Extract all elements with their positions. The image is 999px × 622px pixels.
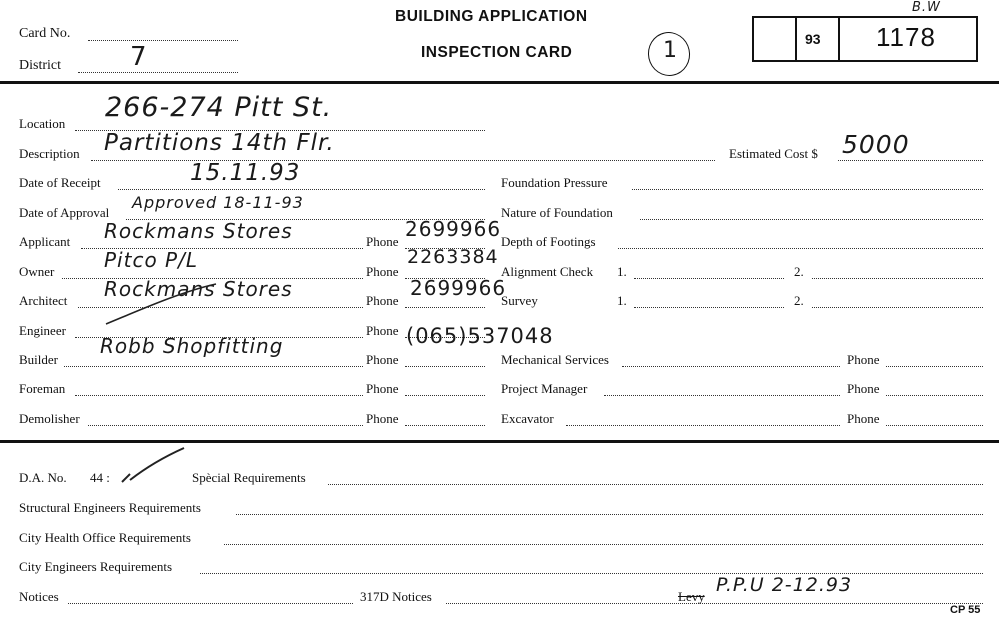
pen-stroke bbox=[100, 280, 220, 330]
engineer-label: Engineer bbox=[19, 323, 66, 338]
excavator-label: Excavator bbox=[501, 411, 554, 426]
demolisher-phone-label: Phone bbox=[366, 411, 399, 426]
city-engineers-label: City Engineers Requirements bbox=[19, 559, 173, 574]
depth-footings-label: Depth of Footings bbox=[501, 234, 596, 249]
date-receipt-value: 15.11.93 bbox=[190, 160, 301, 186]
builder-label: Builder bbox=[19, 352, 58, 367]
applicant-label: Applicant bbox=[19, 234, 71, 249]
location-value: 266-274 Pitt St. bbox=[105, 92, 333, 123]
district-line bbox=[78, 72, 238, 73]
circled-number: 1 bbox=[663, 38, 678, 63]
applicant-phone-label: Phone bbox=[366, 234, 399, 249]
initials: B.W bbox=[912, 0, 941, 15]
levy-handwritten: P.P.U 2-12.93 bbox=[716, 574, 853, 596]
alignment-check-label: Alignment Check bbox=[501, 264, 594, 279]
health-requirements-label: City Health Office Requirements bbox=[19, 530, 191, 545]
project-manager-label: Project Manager bbox=[501, 381, 588, 396]
date-receipt-label: Date of Receipt bbox=[19, 175, 101, 190]
card-number-box bbox=[752, 16, 978, 62]
da-no-label: D.A. No. bbox=[19, 470, 67, 485]
district-label: District bbox=[19, 58, 61, 73]
foreman-phone-label: Phone bbox=[366, 381, 399, 396]
notices-label: Notices bbox=[19, 589, 59, 604]
engineer-phone-label: Phone bbox=[366, 323, 399, 338]
survey-label: Survey bbox=[501, 293, 538, 308]
requirements-rule bbox=[0, 440, 999, 443]
owner-label: Owner bbox=[19, 264, 55, 279]
architect-label: Architect bbox=[19, 293, 68, 308]
notices-317d-label: 317D Notices bbox=[360, 589, 432, 604]
date-approval-value: Approved 18-11-93 bbox=[132, 193, 304, 212]
date-approval-label: Date of Approval bbox=[19, 205, 110, 220]
builder-phone: (065)537048 bbox=[406, 324, 554, 348]
foundation-pressure-label: Foundation Pressure bbox=[501, 175, 608, 190]
estimated-cost-value: 5000 bbox=[842, 130, 910, 159]
district-value: 7 bbox=[130, 42, 148, 72]
description-value: Partitions 14th Flr. bbox=[104, 130, 335, 156]
year-box: 93 bbox=[805, 31, 821, 47]
applicant-phone: 2699966 bbox=[405, 217, 502, 241]
structural-requirements-label: Structural Engineers Requirements bbox=[19, 500, 201, 515]
architect-phone-label: Phone bbox=[366, 293, 399, 308]
mechanical-services-label: Mechanical Services bbox=[501, 352, 609, 367]
architect-value: Rockmans Stores bbox=[104, 277, 293, 301]
card-no-label: Card No. bbox=[19, 26, 71, 41]
builder-phone-label: Phone bbox=[366, 352, 399, 367]
foreman-label: Foreman bbox=[19, 381, 66, 396]
location-label: Location bbox=[19, 116, 66, 131]
title-line1: BUILDING APPLICATION bbox=[395, 8, 588, 25]
estimated-cost-label: Estimated Cost $ bbox=[729, 146, 818, 161]
owner-value: Pitco P/L bbox=[104, 248, 198, 272]
form-code: CP 55 bbox=[950, 604, 981, 616]
title-line2: INSPECTION CARD bbox=[421, 44, 573, 61]
demolisher-label: Demolisher bbox=[19, 411, 80, 426]
card-no-line bbox=[88, 40, 238, 41]
header-rule bbox=[0, 81, 999, 84]
description-label: Description bbox=[19, 146, 80, 161]
owner-phone-label: Phone bbox=[366, 264, 399, 279]
card-number: 1178 bbox=[876, 22, 936, 52]
owner-phone: 2263384 bbox=[407, 246, 499, 268]
levy-label: Levy bbox=[678, 589, 705, 604]
builder-value: Robb Shopfitting bbox=[100, 334, 284, 358]
check-mark bbox=[118, 446, 188, 486]
architect-phone: 2699966 bbox=[410, 276, 507, 300]
nature-foundation-label: Nature of Foundation bbox=[501, 205, 613, 220]
da-no-value: 44 : bbox=[90, 470, 110, 485]
applicant-value: Rockmans Stores bbox=[104, 219, 293, 243]
special-requirements-label: Spècial Requirements bbox=[192, 470, 306, 485]
